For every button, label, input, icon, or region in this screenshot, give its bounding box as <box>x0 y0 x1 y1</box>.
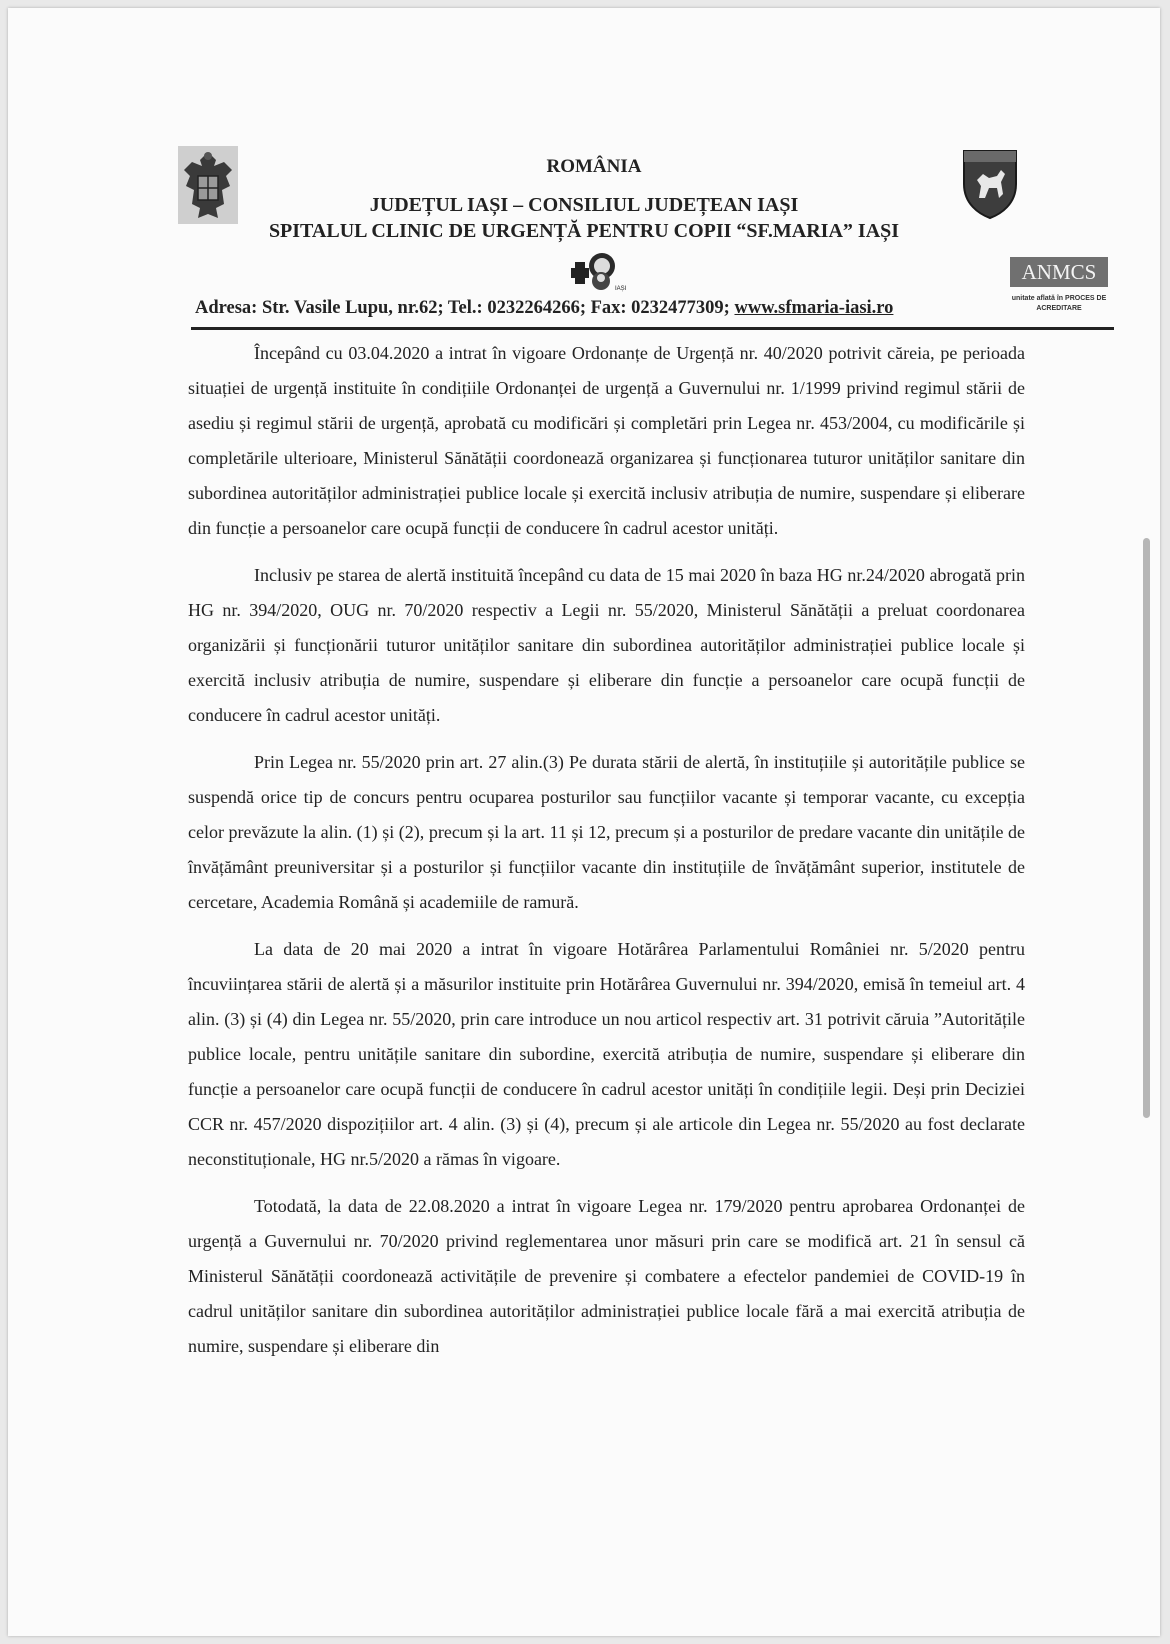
address-text: Adresa: Str. Vasile Lupu, nr.62; Tel.: 0232264266; Fax: 0232477309; <box>195 298 730 318</box>
header-country: ROMÂNIA <box>546 156 642 177</box>
document-page <box>8 8 1160 1636</box>
vertical-scrollbar[interactable] <box>1143 538 1150 1118</box>
header-county-council: JUDEȚUL IAȘI – CONSILIUL JUDEȚEAN IAȘI <box>369 194 799 216</box>
header-divider <box>191 327 1114 330</box>
paragraph: Totodată, la data de 22.08.2020 a intrat în vigoare Legea nr. 179/2020 pentru aprobarea Ordonanței de urgență a Guvernului nr. 70/2020 privind reglementarea unor măsuri prin care se modifică art. 21 în sensul că Ministerul Sănătății coordonează activitățile de prevenire și combatere a efectelor pandemiei de COVID-19 în cadrul unităților sanitare din subordinea autorităților administrației publice locale fără a mai exercită atribuția de numire, suspendare și eliberare din <box>188 1196 1025 1356</box>
paragraph: Inclusiv pe starea de alertă instituită începând cu data de 15 mai 2020 în baza HG nr.24/2020 abrogată prin HG nr. 394/2020, OUG nr. 70/2020 respectiv a Legii nr. 55/2020, Ministerul Sănătății a preluat coordonarea organizării și funcționării tuturor unităților sanitare din subordinea autorităților administrației publice locale și exercită inclusiv atribuția de numire, suspendare și eliberare din funcție a persoanelor care ocupă funcții de conducere în cadrul acestor unități. <box>188 565 1025 725</box>
hospital-logo-text: IAȘI <box>615 286 627 292</box>
website-link[interactable]: www.sfmaria-iasi.ro <box>734 298 894 318</box>
header-hospital-name: SPITALUL CLINIC DE URGENȚĂ PENTRU COPII “SF.MARIA” IAȘI <box>268 220 900 242</box>
document-body <box>188 336 1025 1376</box>
hospital-logo-icon <box>571 248 621 294</box>
anmcs-logo: ANMCS <box>1010 257 1108 287</box>
anmcs-subtext: unitate aflată în PROCES DE ACREDITARE <box>1011 295 1107 312</box>
paragraph: La data de 20 mai 2020 a intrat în vigoare Hotărârea Parlamentului României nr. 5/2020 pentru încuviințarea stării de alertă și a măsurilor instituite prin Hotărârea Guvernului nr. 394/2020, emisă în temeiul art. 4 alin. (3) și (4) din Legea nr. 55/2020, prin care introduce un nou articol respectiv art. 31 potrivit căruia ”Autoritățile publice locale, pentru unitățile sanitare din subordine, exercită atribuția de numire, suspendare și eliberare din funcție a persoanelor care ocupă funcții de conducere în cadrul acestor unități în condițiile legii. Deși prin Deciziei CCR nr. 457/2020 dispozițiilor art. 4 alin. (3) și (4), precum și ale articole din Legea nr. 55/2020 au fost declarate neconstituționale, HG nr.5/2020 a rămas în vigoare. <box>188 939 1025 1169</box>
paragraph: Prin Legea nr. 55/2020 prin art. 27 alin.(3) Pe durata stării de alertă, în instituțiile și autoritățile publice se suspendă orice tip de concurs pentru ocuparea posturilor sau funcțiilor vacante și temporar vacante, cu excepția celor prevăzute la alin. (1) și (2), precum și la art. 11 și 12, precum și a posturilor de predare vacante din unitățile de învățământ preuniversitar și a posturilor și funcțiilor vacante din instituțiile de învățământ superior, institutele de cercetare, Academia Română și academiile de ramură. <box>188 752 1025 912</box>
paragraph: Începând cu 03.04.2020 a intrat în vigoare Ordonanțe de Urgență nr. 40/2020 potrivit căreia, pe perioada situației de urgență instituite în condițiile Ordonanței de urgență a Guvernului nr. 1/1999 privind regimul stării de asediu și regimul stării de urgență, aprobată cu modificări și completări prin Legea nr. 453/2004, cu modificările și completările ulterioare, Ministerul Sănătății coordonează organizarea și funcționarea tuturor unităților sanitare din subordinea autorităților administrației publice locale și exercită inclusiv atribuția de numire, suspendare și eliberare din funcție a persoanelor care ocupă funcții de conducere în cadrul acestor unități. <box>188 343 1025 538</box>
header-address <box>195 298 1025 319</box>
